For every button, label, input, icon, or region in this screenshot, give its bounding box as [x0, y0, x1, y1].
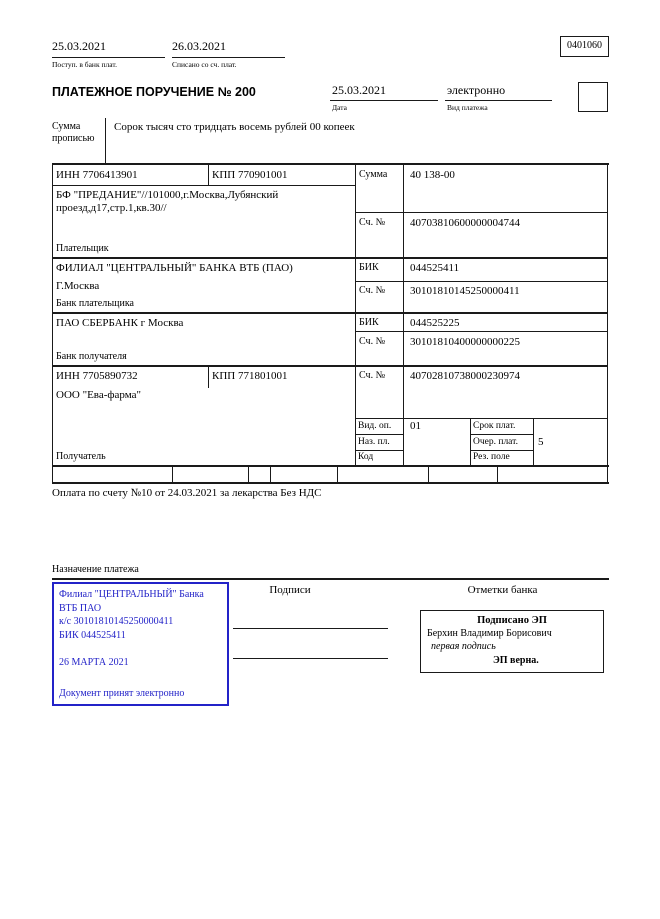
signed-ep-title: Подписано ЭП	[477, 615, 547, 626]
payee-bank-label: Банк получателя	[56, 351, 127, 362]
table-line	[355, 281, 607, 282]
payer-bank-bik-label: БИК	[359, 262, 379, 273]
table-line	[355, 434, 403, 435]
signer-name: Берхин Владимир Борисович	[427, 628, 552, 640]
stamp-bank-name-line1: Филиал "ЦЕНТРАЛЬНЫЙ" Банка	[59, 589, 204, 600]
date-label: Дата	[332, 103, 347, 112]
table-line	[355, 212, 607, 213]
res-field-label: Рез. поле	[473, 452, 510, 462]
table-line	[52, 578, 609, 580]
rule	[52, 57, 165, 58]
table-line	[403, 163, 404, 465]
table-line	[428, 465, 429, 482]
order-label: Очер. плат.	[473, 437, 518, 447]
table-line	[533, 418, 534, 465]
sum-label: Сумма	[359, 169, 388, 180]
bank-marks-label: Отметки банка	[467, 584, 538, 596]
payee-inn: ИНН 7705890732	[56, 370, 138, 382]
payer-bank-bik: 044525411	[410, 262, 460, 274]
table-line	[470, 450, 533, 451]
payer-name: БФ "ПРЕДАНИЕ"//101000,г.Москва,Лубянский проезд,д17,стр.1,кв.30//	[56, 189, 279, 214]
payer-inn: ИНН 7706413901	[56, 169, 138, 181]
document-date: 25.03.2021	[332, 83, 386, 97]
debited-label: Списано со сч. плат.	[172, 60, 237, 69]
payee-bank-name: ПАО СБЕРБАНК г Москва	[56, 317, 184, 329]
payee-name: ООО "Ева-фарма"	[56, 389, 141, 401]
sum-value: 40 138-00	[410, 169, 455, 181]
bank-stamp	[52, 582, 229, 706]
document-title: ПЛАТЕЖНОЕ ПОРУЧЕНИЕ № 200	[52, 85, 256, 99]
code-label: Код	[358, 452, 374, 462]
payment-kind-label: Вид платежа	[447, 103, 488, 112]
table-line	[105, 118, 106, 163]
stamp-bank-name-line2: ВТБ ПАО	[59, 602, 102, 614]
debited-date: 26.03.2021	[172, 39, 226, 53]
payer-bank-city: Г.Москва	[56, 280, 100, 292]
table-line	[497, 465, 498, 482]
payee-account: 40702810738000230974	[410, 370, 520, 382]
payment-kind: электронно	[447, 83, 506, 97]
payment-purpose-text: Оплата по счету №10 от 24.03.2021 за лекарства Без НДС	[52, 487, 322, 499]
payee-label: Получатель	[56, 451, 106, 462]
status-box	[578, 82, 608, 112]
payer-bank-name: ФИЛИАЛ "ЦЕНТРАЛЬНЫЙ" БАНКА ВТБ (ПАО)	[56, 262, 293, 274]
payee-bank-account: 30101810400000000225	[410, 336, 520, 348]
table-line	[172, 465, 173, 482]
table-line	[355, 163, 356, 465]
payer-kpp: КПП 770901001	[212, 169, 288, 181]
stamp-date: 26 МАРТА 2021	[59, 656, 129, 668]
amount-words-label: Сумма прописью	[52, 121, 95, 144]
ep-verified: ЭП верна.	[493, 654, 539, 666]
op-kind-value: 01	[410, 420, 421, 432]
payer-bank-label: Банк плательщика	[56, 298, 134, 309]
payee-kpp: КПП 771801001	[212, 370, 288, 382]
table-line	[208, 365, 209, 388]
signatures-label: Подписи	[269, 584, 311, 596]
table-line	[52, 482, 609, 484]
table-line	[52, 465, 609, 467]
stamp-footer: Документ принят электронно	[59, 687, 185, 699]
table-line	[52, 185, 355, 186]
table-line	[52, 365, 607, 367]
stamp-spacer	[59, 642, 222, 656]
signature-type: первая подпись	[431, 641, 496, 653]
stamp-bik: БИК 044525411	[59, 629, 126, 641]
table-line	[52, 312, 607, 314]
electronic-signature-box	[420, 610, 604, 673]
naz-pl-label: Наз. пл.	[358, 437, 390, 447]
order-value: 5	[538, 436, 544, 448]
payee-bank-bik: 044525225	[410, 317, 460, 329]
payer-label: Плательщик	[56, 243, 109, 254]
table-line	[355, 331, 607, 332]
table-line	[355, 450, 403, 451]
rule	[172, 57, 285, 58]
op-kind-label: Вид. оп.	[358, 421, 392, 431]
signature-line	[233, 628, 388, 629]
table-line	[52, 257, 607, 259]
payee-account-label: Сч. №	[359, 370, 386, 381]
table-line	[52, 163, 53, 482]
table-line	[355, 418, 607, 419]
payer-bank-account: 30101810145250000411	[410, 285, 520, 297]
payee-bank-bik-label: БИК	[359, 317, 379, 328]
table-line	[52, 163, 609, 165]
table-line	[337, 465, 338, 482]
table-line	[208, 163, 209, 185]
amount-words-value: Сорок тысяч сто тридцать восемь рублей 00 копеек	[114, 121, 355, 133]
payee-bank-account-label: Сч. №	[359, 336, 386, 347]
payer-account: 40703810600000004744	[410, 217, 520, 229]
table-line	[248, 465, 249, 482]
payment-purpose-label: Назначение платежа	[52, 564, 139, 575]
signature-line	[233, 658, 388, 659]
table-line	[270, 465, 271, 482]
table-line	[470, 434, 533, 435]
stamp-corr-account: к/с 30101810145250000411	[59, 616, 174, 627]
table-line	[470, 418, 471, 465]
form-code: 0401060	[567, 40, 602, 51]
form-code-box	[560, 36, 609, 57]
payer-bank-account-label: Сч. №	[359, 285, 386, 296]
term-label: Срок плат.	[473, 421, 516, 431]
payer-account-label: Сч. №	[359, 217, 386, 228]
received-in-bank-label: Поступ. в банк плат.	[52, 60, 117, 69]
rule	[445, 100, 552, 101]
table-line	[607, 163, 608, 482]
rule	[330, 100, 438, 101]
received-in-bank-date: 25.03.2021	[52, 39, 106, 53]
